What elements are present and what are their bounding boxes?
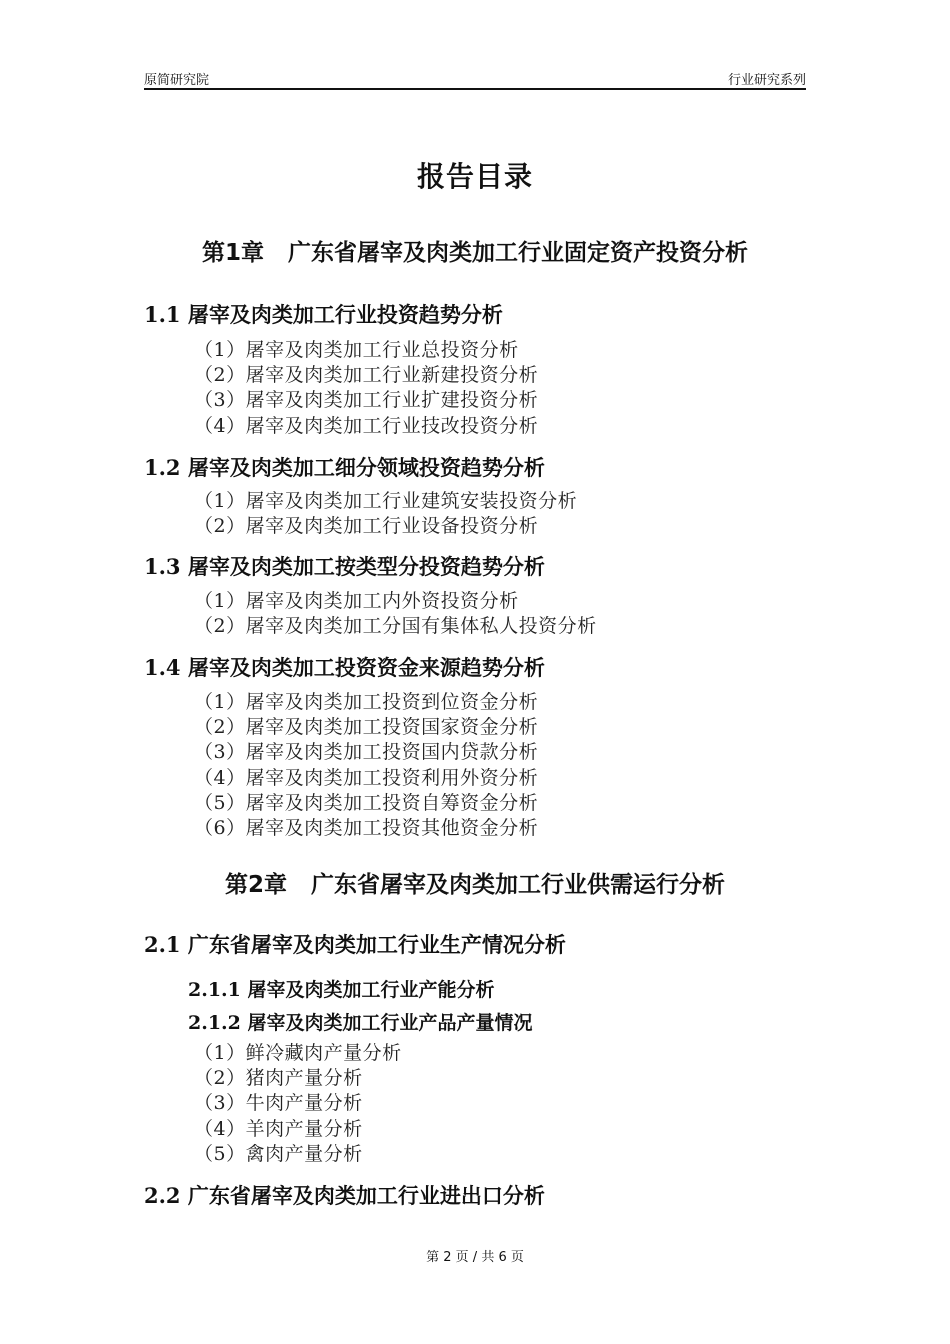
toc-item: （1）屠宰及肉类加工内外资投资分析 — [194, 590, 519, 612]
subsection-2-1-1: 2.1.1 屠宰及肉类加工行业产能分析 — [188, 979, 495, 1001]
toc-item: （4）屠宰及肉类加工投资利用外资分析 — [194, 766, 539, 789]
chapter-2-heading — [0, 866, 950, 899]
section-1-2: 1.2 屠宰及肉类加工细分领域投资趋势分析 — [144, 455, 545, 480]
toc-item: （3）屠宰及肉类加工投资国内贷款分析 — [194, 741, 539, 764]
toc-item: （6）屠宰及肉类加工投资其他资金分析 — [194, 816, 539, 839]
section-1-1-items — [194, 338, 538, 439]
page-header — [144, 68, 806, 90]
toc-item: （2）猪肉产量分析 — [194, 1067, 363, 1090]
toc-item: （3）牛肉产量分析 — [194, 1092, 363, 1115]
chapter-number: 第1章 — [201, 240, 264, 266]
toc-item: （1）屠宰及肉类加工投资到位资金分析 — [194, 691, 539, 713]
section-1-3: 1.3 屠宰及肉类加工按类型分投资趋势分析 — [144, 554, 545, 579]
subsection-2-1-2-items — [194, 1041, 402, 1167]
toc-item: （2）屠宰及肉类加工投资国家资金分析 — [194, 716, 539, 739]
page-title: 报告目录 — [416, 160, 533, 193]
header-org-name: 原简研究院 — [144, 73, 210, 88]
toc-item: （2）屠宰及肉类加工分国有集体私人投资分析 — [194, 615, 597, 638]
section-1-3-items — [194, 589, 597, 639]
toc-item: （4）羊肉产量分析 — [194, 1117, 363, 1140]
toc-item: （5）屠宰及肉类加工投资自筹资金分析 — [194, 791, 539, 814]
toc-item: （1）鲜冷藏肉产量分析 — [194, 1042, 402, 1064]
toc-item: （3）屠宰及肉类加工行业扩建投资分析 — [194, 389, 539, 412]
subsection-2-1-2: 2.1.2 屠宰及肉类加工行业产品产量情况 — [188, 1012, 533, 1034]
section-1-2-items — [194, 489, 577, 539]
section-1-1: 1.1 屠宰及肉类加工行业投资趋势分析 — [144, 302, 503, 327]
toc-item: （2）屠宰及肉类加工行业新建投资分析 — [194, 364, 539, 387]
toc-item: （4）屠宰及肉类加工行业技改投资分析 — [194, 414, 539, 437]
page-number: 第 2 页 / 共 6 页 — [426, 1250, 524, 1265]
section-1-4: 1.4 屠宰及肉类加工投资资金来源趋势分析 — [144, 655, 545, 680]
toc-item: （2）屠宰及肉类加工行业设备投资分析 — [194, 515, 539, 538]
toc-item: （1）屠宰及肉类加工行业总投资分析 — [194, 339, 519, 361]
chapter-1-heading — [0, 234, 950, 267]
section-1-4-items — [194, 690, 538, 841]
section-2-2: 2.2 广东省屠宰及肉类加工行业进出口分析 — [144, 1183, 545, 1208]
chapter-title: 广东省屠宰及肉类加工行业供需运行分析 — [311, 872, 725, 898]
toc-item: （1）屠宰及肉类加工行业建筑安装投资分析 — [194, 490, 578, 512]
section-2-1: 2.1 广东省屠宰及肉类加工行业生产情况分析 — [144, 932, 566, 957]
header-series-name: 行业研究系列 — [727, 73, 806, 88]
toc-item: （5）禽肉产量分析 — [194, 1142, 363, 1165]
chapter-title: 广东省屠宰及肉类加工行业固定资产投资分析 — [288, 240, 748, 266]
chapter-number: 第2章 — [224, 872, 287, 898]
